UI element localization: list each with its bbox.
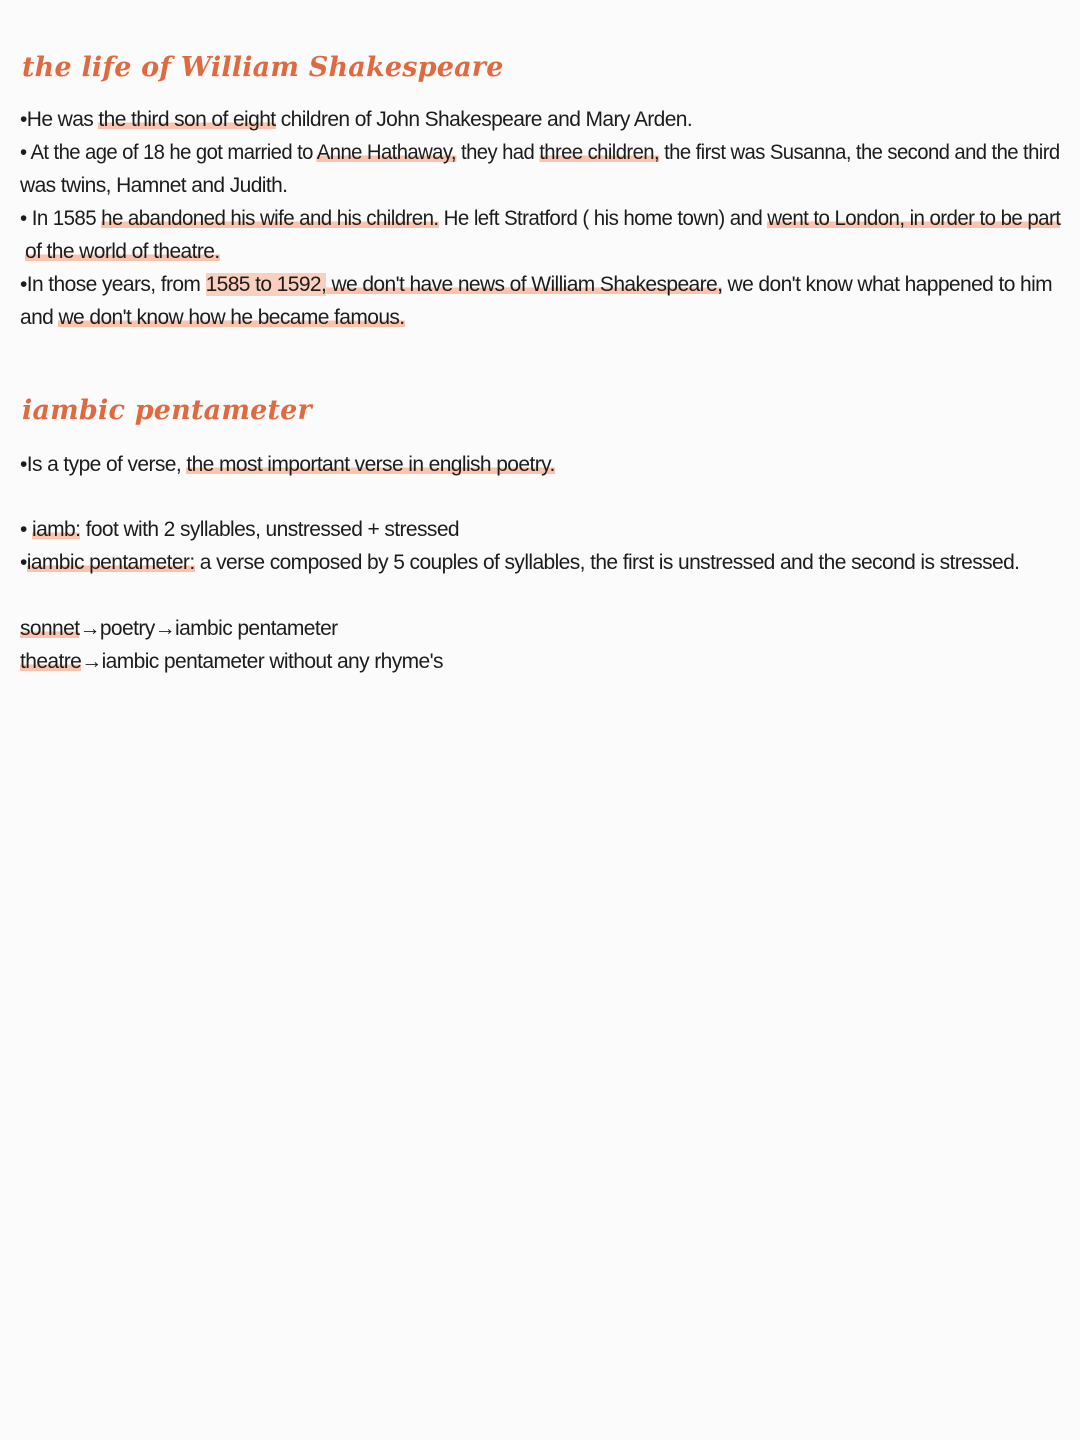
bullet-marriage-continued: was twins, Hamnet and Judith. xyxy=(20,174,288,197)
highlight-iambic-pentameter: iambic pentameter: xyxy=(26,551,195,574)
bullet-iambic-pentameter xyxy=(20,546,1019,579)
text-segment: • In 1585 xyxy=(20,207,102,230)
text-segment: foot with 2 syllables, unstressed + stressed xyxy=(80,518,459,541)
text-segment: • At the age of 18 he got married to xyxy=(20,141,317,164)
text-segment: the first was Susanna, the second and the third xyxy=(659,141,1060,164)
highlight-theatre: theatre xyxy=(20,650,82,673)
highlight-anne-hathaway: Anne Hathaway, xyxy=(316,141,456,164)
bullet-lost-years-continued xyxy=(20,301,405,334)
section-heading-shakespeare: the life of William Shakespeare xyxy=(22,52,504,83)
bullet-type-of-verse xyxy=(20,448,555,481)
text-segment: • xyxy=(20,551,27,574)
flow-theatre xyxy=(20,645,443,678)
highlight-third-son: the third son of eight xyxy=(98,108,276,131)
highlight-iamb: iamb: xyxy=(32,518,81,541)
text-segment: and xyxy=(20,306,59,329)
text-segment: we don't know what happened to him xyxy=(722,273,1053,296)
text-segment: →iambic pentameter without any rhyme's xyxy=(81,650,443,673)
text-segment: a verse composed by 5 couples of syllables, the first is unstressed and the second is stressed. xyxy=(194,551,1020,574)
text-segment: •Is a type of verse, xyxy=(20,453,187,476)
bullet-abandoned-continued xyxy=(25,235,220,268)
highlight-london: went to London, in order to be part xyxy=(767,207,1061,230)
highlight-no-news: we don't have news of William Shakespeare, xyxy=(326,273,723,296)
text-segment: • xyxy=(20,518,32,541)
text-segment: He left Stratford ( his home town) and xyxy=(438,207,768,230)
text-segment: children of John Shakespeare and Mary Arden. xyxy=(275,108,693,131)
flow-sonnet xyxy=(20,612,338,645)
highlight-sonnet: sonnet xyxy=(20,617,80,640)
bullet-marriage xyxy=(20,136,1060,169)
highlight-years: 1585 to 1592, xyxy=(205,273,327,296)
text-segment: •He was xyxy=(20,108,99,131)
highlight-abandoned: he abandoned his wife and his children. xyxy=(101,207,439,230)
text-segment: •In those years, from xyxy=(20,273,206,296)
highlight-world-of-theatre: of the world of theatre. xyxy=(25,240,220,263)
bullet-iamb xyxy=(20,513,459,546)
bullet-third-son xyxy=(20,103,692,136)
bullet-lost-years xyxy=(20,268,1052,301)
highlight-became-famous: we don't know how he became famous. xyxy=(58,306,405,329)
text-segment: →poetry→iambic pentameter xyxy=(79,617,338,640)
highlight-most-important-verse: the most important verse in english poetry. xyxy=(186,453,555,476)
bullet-abandoned xyxy=(20,202,1060,235)
text-segment: they had xyxy=(455,141,540,164)
highlight-three-children: three children, xyxy=(539,141,660,164)
section-heading-iambic-pentameter: iambic pentameter xyxy=(22,395,312,426)
